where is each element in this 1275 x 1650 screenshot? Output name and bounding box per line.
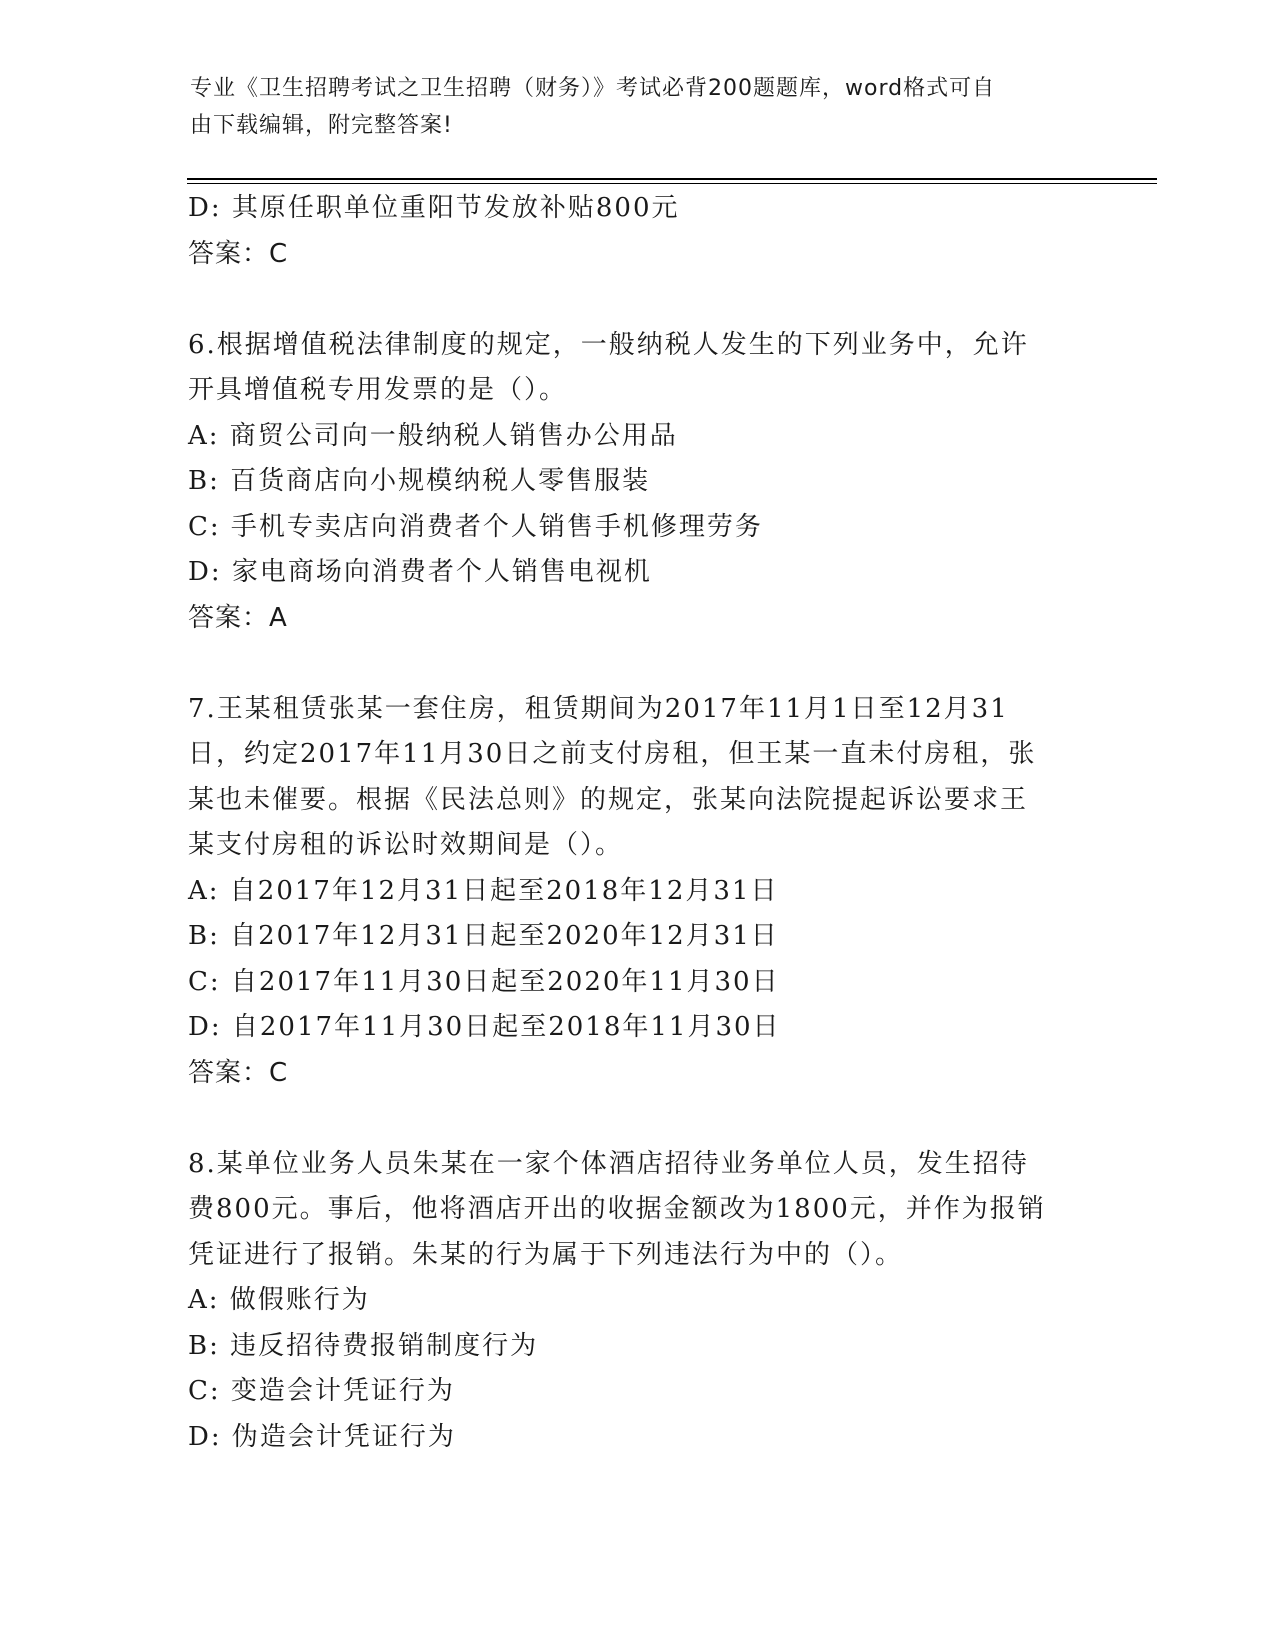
q6-text-line-2: 开具增值税专用发票的是（）。 xyxy=(188,375,568,405)
q8-text-line-3: 凭证进行了报销。朱某的行为属于下列违法行为中的（）。 xyxy=(188,1239,904,1270)
header-rule-thin xyxy=(187,183,1157,184)
q7-text-line-1: 7.王某租赁张某一套住房，租赁期间为2017年11月1日至12月31 xyxy=(188,693,1009,724)
question-7 xyxy=(188,687,1108,1097)
q7-answer: 答案：C xyxy=(188,1057,289,1088)
q8-option-a: A: 做假账行为 xyxy=(188,1285,370,1315)
spacer xyxy=(188,1096,1108,1142)
q7-option-b: B: 自2017年12月31日起至2020年12月31日 xyxy=(188,921,779,951)
question-8 xyxy=(188,1142,1108,1461)
q6-option-b: B: 百货商店向小规模纳税人零售服装 xyxy=(188,466,651,496)
q6-option-a: A: 商贸公司向一般纳税人销售办公用品 xyxy=(188,420,678,451)
q7-option-c: C: 自2017年11月30日起至2020年11月30日 xyxy=(188,966,780,997)
q7-text-line-4: 某支付房租的诉讼时效期间是（）。 xyxy=(188,830,624,860)
q6-option-d: D: 家电商场向消费者个人销售电视机 xyxy=(188,557,652,587)
spacer xyxy=(188,277,1108,323)
q6-text-line-1: 6.根据增值税法律制度的规定，一般纳税人发生的下列业务中，允许 xyxy=(188,329,1029,360)
spacer xyxy=(188,641,1108,687)
header-line-2: 由下载编辑，附完整答案! xyxy=(190,113,453,138)
q8-option-d: D: 伪造会计凭证行为 xyxy=(188,1421,456,1452)
q6-option-c: C: 手机专卖店向消费者个人销售手机修理劳务 xyxy=(188,511,763,542)
q8-text-line-2: 费800元。事后，他将酒店开出的收据金额改为1800元，并作为报销 xyxy=(188,1194,1046,1224)
q5-option-d: D: 其原任职单位重阳节发放补贴800元 xyxy=(188,193,680,223)
q7-text-line-2: 日，约定2017年11月30日之前支付房租，但王某一直未付房租，张 xyxy=(188,739,1037,769)
header-line-1: 专业《卫生招聘考试之卫生招聘（财务）》考试必背200题题库，word格式可自 xyxy=(190,76,996,101)
document-body xyxy=(188,186,1108,1460)
q7-option-d: D: 自2017年11月30日起至2018年11月30日 xyxy=(188,1012,781,1042)
q8-option-c: C: 变造会计凭证行为 xyxy=(188,1376,455,1406)
question-6 xyxy=(188,323,1108,642)
q7-text-line-3: 某也未催要。根据《民法总则》的规定，张某向法院提起诉讼要求王 xyxy=(188,784,1029,815)
q8-option-b: B: 违反招待费报销制度行为 xyxy=(188,1330,539,1361)
header-rule-thick xyxy=(187,178,1157,180)
q5-answer: 答案：C xyxy=(188,238,289,269)
q7-option-a: A: 自2017年12月31日起至2018年12月31日 xyxy=(188,875,779,906)
q6-answer: 答案：A xyxy=(188,602,288,633)
q8-text-line-1: 8.某单位业务人员朱某在一家个体酒店招待业务单位人员，发生招待 xyxy=(188,1148,1029,1179)
question-5-tail xyxy=(188,186,1108,277)
document-header xyxy=(190,70,1090,144)
